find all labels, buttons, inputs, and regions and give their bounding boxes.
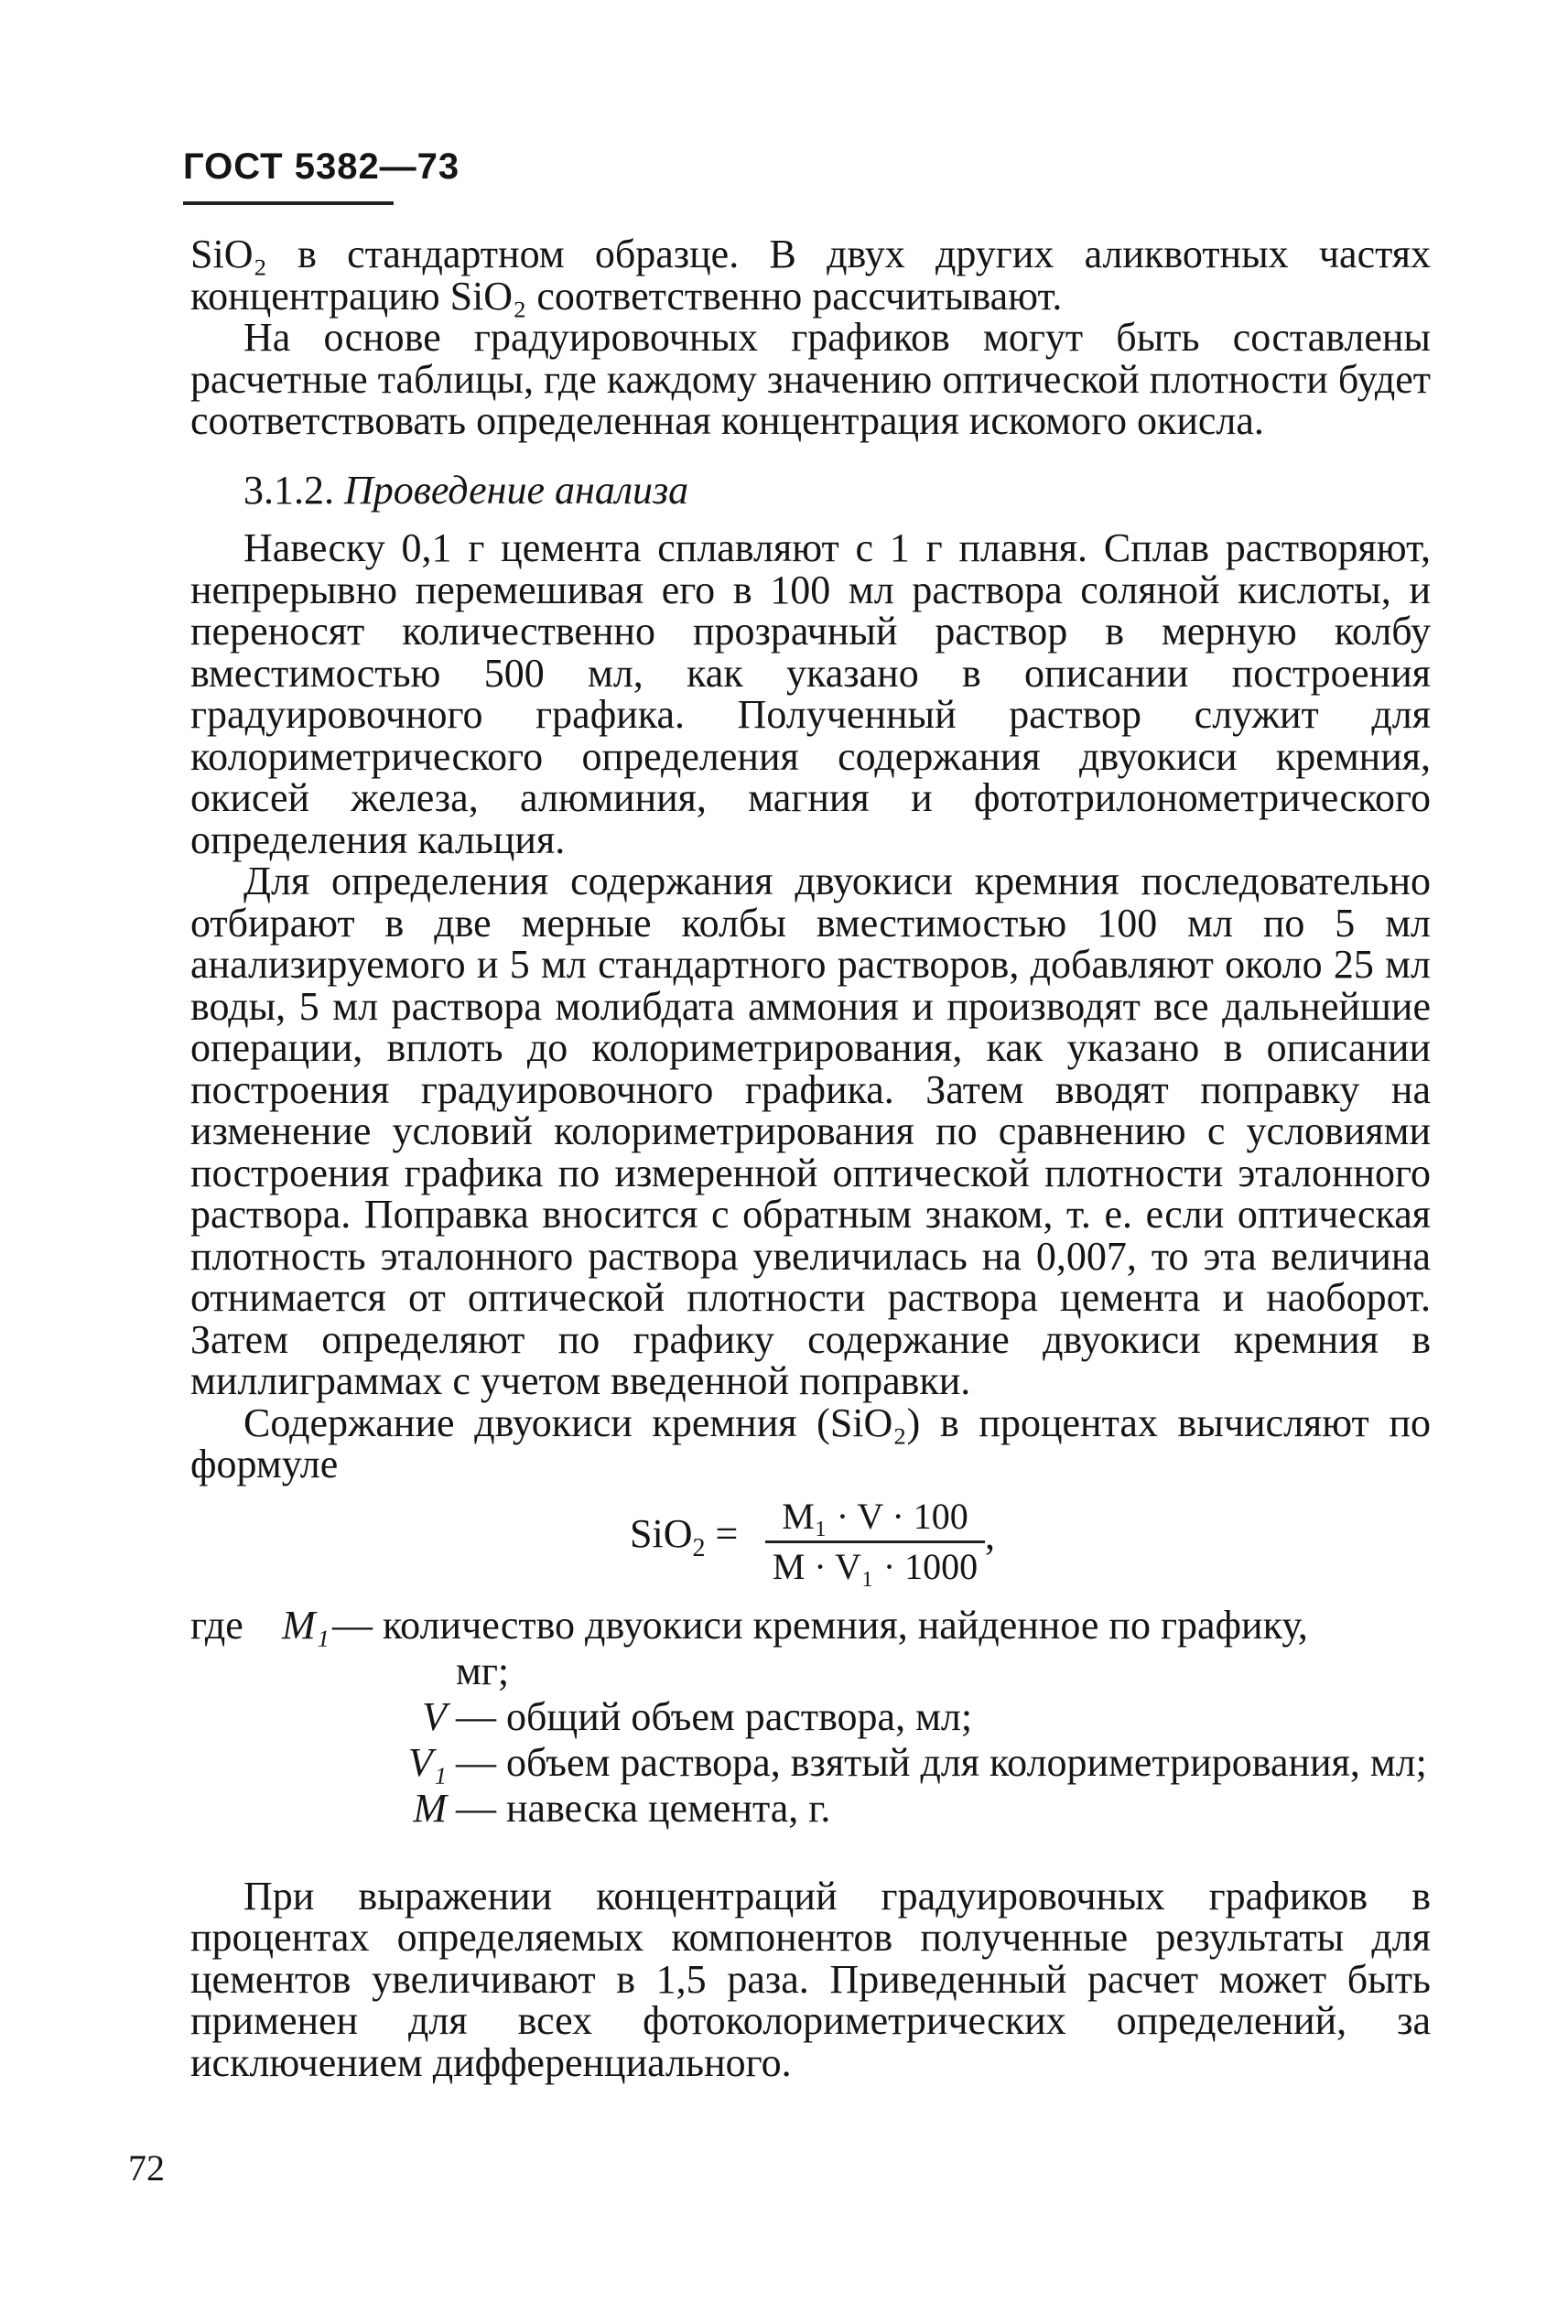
spacer bbox=[190, 1832, 1431, 1875]
definition-text: — объем раствора, взятый для колориметрирования, мл; bbox=[456, 1739, 1427, 1785]
paragraph-1: SiO₂ в стандартном образце. В двух других аликвотных частях концентрацию SiO₂ соответственно рассчитывают. bbox=[190, 232, 1431, 319]
page-number: 72 bbox=[128, 2147, 165, 2189]
formula-fraction bbox=[765, 1495, 985, 1589]
definition-text: — количество двуокиси кремния, найденное по графику, bbox=[332, 1602, 1308, 1648]
sio2-formula bbox=[190, 1495, 1431, 1595]
variable-definitions bbox=[190, 1603, 1431, 1832]
definition-text: — общий объем раствора, мл; bbox=[456, 1693, 973, 1739]
definition-symbol: V₁ bbox=[407, 1739, 447, 1785]
section-heading bbox=[190, 467, 1431, 513]
definition-continuation bbox=[190, 1648, 1431, 1694]
formula-comma: , bbox=[985, 1512, 995, 1558]
formula-lhs-text: SiO bbox=[630, 1510, 693, 1556]
definition-text-cont: мг; bbox=[456, 1648, 510, 1693]
document-header: ГОСТ 5382—73 bbox=[183, 146, 460, 187]
section-title: Проведение анализа bbox=[344, 467, 689, 513]
paragraph-4: Для определения содержания двуокиси кремния последовательно отбирают в две мерные колбы вместимостью 100 мл по 5 мл анализируемого и 5 мл стандартного растворов, добавляют около 25 мл воды, 5 мл раствора молибдата аммония и производят все дальнейшие операции, вплоть до колориметрирования, как указано в описании построения градуировочного графика. Затем вводят поправку на изменение условий колориметрирования по сравнению с условиями построения графика по измеренной оптической плотности эталонного раствора. Поправка вносится с обратным знаком, т. е. если оптическая плотность эталонного раствора увеличилась на 0,007, то эта величина отнимается от оптической плотности раствора цемента и наоборот. Затем определяют по графику содержание двуокиси кремния в миллиграммах с учетом введенной поправки. bbox=[190, 859, 1431, 1403]
paragraph-5: Содержание двуокиси кремния (SiO₂) в процентах вычисляют по формуле bbox=[190, 1400, 1431, 1486]
formula-equals: = bbox=[715, 1510, 739, 1556]
header-rule bbox=[183, 201, 394, 205]
definition-symbol: M₁ bbox=[282, 1602, 330, 1648]
fraction-bar bbox=[765, 1540, 985, 1543]
formula-numerator: M₁ · V · 100 bbox=[782, 1495, 968, 1537]
definition-item bbox=[190, 1694, 1431, 1740]
formula-lhs bbox=[630, 1510, 739, 1569]
definition-symbol: M bbox=[413, 1785, 447, 1831]
definition-symbol: V bbox=[422, 1693, 447, 1739]
definition-text: — навеска цемента, г. bbox=[456, 1785, 831, 1831]
paragraph-6: При выражении концентраций градуировочных графиков в процентах определяемых компонентов полученные результаты для цементов увеличивают в 1,5 раза. Приведенный расчет может быть применен для всех фотоколориметрических определений, за исключением дифференциального. bbox=[190, 1873, 1431, 2085]
paragraph-2: На основе градуировочных графиков могут быть составлены расчетные таблицы, где каждому значению оптической плотности будет соответствовать определенная концентрация искомого окисла. bbox=[190, 315, 1431, 443]
formula-denominator: M · V₁ · 1000 bbox=[772, 1545, 979, 1587]
definition-item bbox=[190, 1603, 1431, 1648]
definitions-lead: где bbox=[190, 1602, 243, 1648]
body-text bbox=[190, 233, 1431, 2083]
paragraph-3: Навеску 0,1 г цемента сплавляют с 1 г плавня. Сплав растворяют, непрерывно перемешивая его в 100 мл раствора соляной кислоты, и переносят количественно прозрачный раствор в мерную колбу вместимостью 500 мл, как указано в описании построения градуировочного графика. Полученный раствор служит для колориметрического определения содержания двуокиси кремния, окисей железа, алюминия, магния и фототрилонометрического определения кальция. bbox=[190, 525, 1431, 862]
formula-lhs-subscript: 2 bbox=[692, 1533, 706, 1562]
spacer bbox=[190, 442, 1431, 470]
definition-item bbox=[190, 1740, 1431, 1786]
definition-item bbox=[190, 1786, 1431, 1832]
section-number: 3.1.2. bbox=[243, 467, 334, 513]
